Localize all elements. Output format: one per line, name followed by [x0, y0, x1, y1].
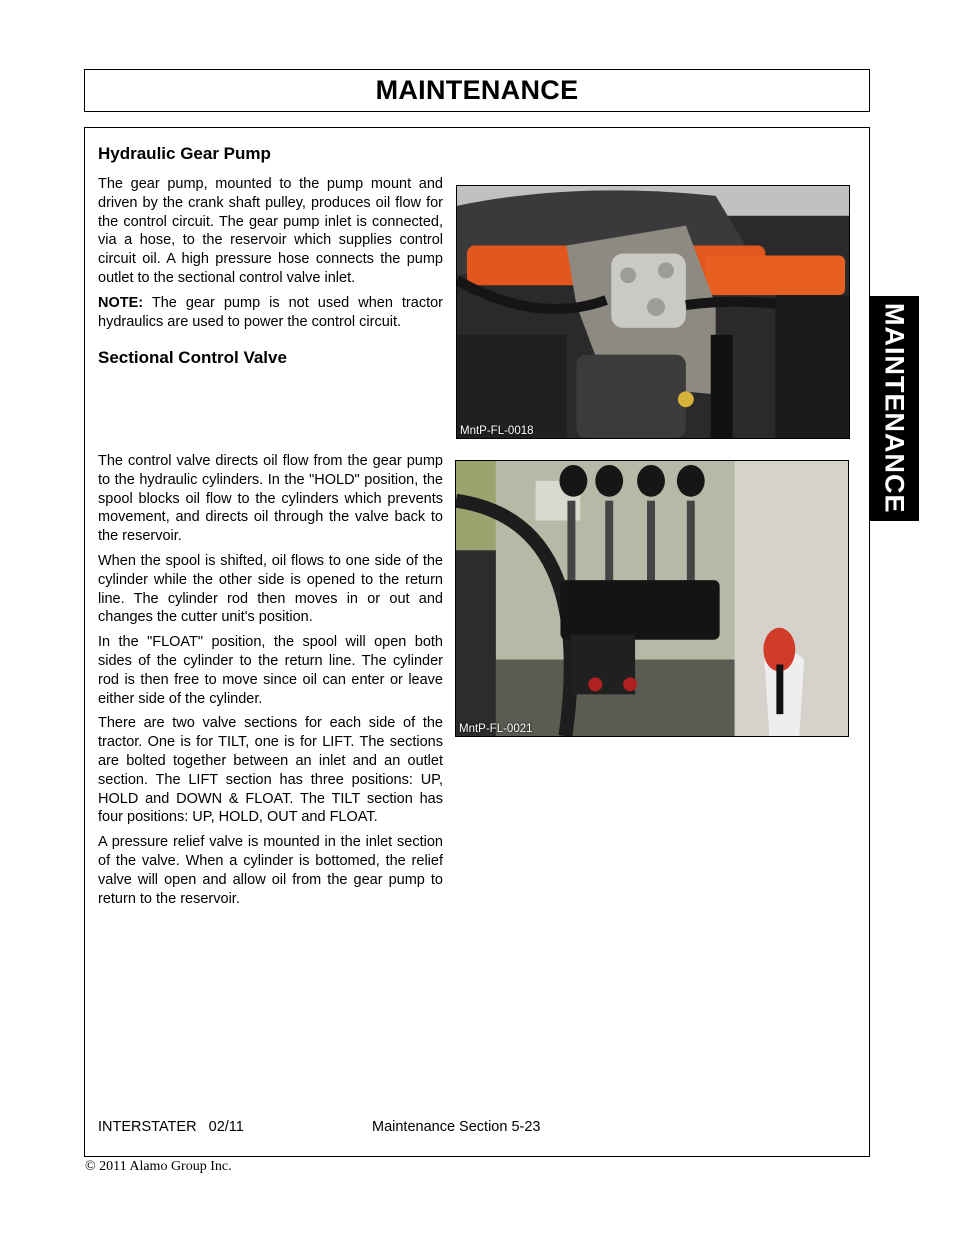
control-valve-paragraph-5: A pressure relief valve is mounted in the inlet section of the valve. When a cylinder is bottomed, the relief valve will open and allow oil from the gear pump to return to the reservoir. — [98, 834, 443, 907]
page-title: MAINTENANCE — [375, 75, 579, 105]
copyright-notice: © 2011 Alamo Group Inc. — [85, 1159, 232, 1174]
note-label: NOTE: — [98, 294, 144, 311]
note-text: The gear pump is not used when tractor hydraulics are used to power the control circuit. — [98, 294, 443, 330]
gear-pump-paragraph: The gear pump, mounted to the pump mount and driven by the crank shaft pulley, produces oil flow for the control circuit. The gear pump inlet is connected, via a hose, to the reservoir which supplies control circuit oil. A high pressure hose connects the pump outlet to the sectional control valve inlet. — [98, 176, 443, 286]
side-tab-label: MAINTENANCE — [879, 303, 910, 514]
gear-pump-heading: Hydraulic Gear Pump — [98, 144, 271, 163]
footer-section-page: Maintenance Section 5-23 — [372, 1119, 541, 1135]
control-valve-paragraph-1: The control valve directs oil flow from the gear pump to the hydraulic cylinders. In the "HOLD" position, the spool blocks oil flow to the cylinders which prevents movement, and directs oil through the valve back to the reservoir. — [98, 453, 443, 545]
control-valve-photo — [455, 460, 849, 737]
footer-manual-id: INTERSTATER 02/11 — [98, 1119, 244, 1135]
section-side-tab — [869, 296, 919, 521]
control-valve-paragraph-3: In the "FLOAT" position, the spool will open both sides of the cylinder to the return line. The cylinder rod is then free to move since oil can enter or leave either side of the cylinder. — [98, 634, 443, 707]
photo-caption: MntP-FL-0021 — [459, 723, 533, 735]
gear-pump-section — [98, 144, 443, 368]
control-valve-section — [98, 452, 443, 914]
header-box — [84, 69, 870, 112]
control-valve-paragraph-4: There are two valve sections for each side of the tractor. One is for TILT, one is for LIFT. The sections are bolted together between an inlet and an outlet section. The LIFT section has three positions: UP, HOLD and DOWN & FLOAT. The TILT section has four positions: UP, HOLD, OUT and FLOAT. — [98, 715, 443, 826]
control-valve-paragraph-2: When the spool is shifted, oil flows to one side of the cylinder while the other side is opened to the return line. The cylinder rod then moves in or out and changes the cutter unit's position. — [98, 552, 443, 626]
photo-caption: MntP-FL-0018 — [460, 425, 534, 437]
control-valve-heading: Sectional Control Valve — [98, 348, 287, 368]
gear-pump-photo — [456, 185, 850, 439]
gear-pump-note — [98, 294, 443, 332]
